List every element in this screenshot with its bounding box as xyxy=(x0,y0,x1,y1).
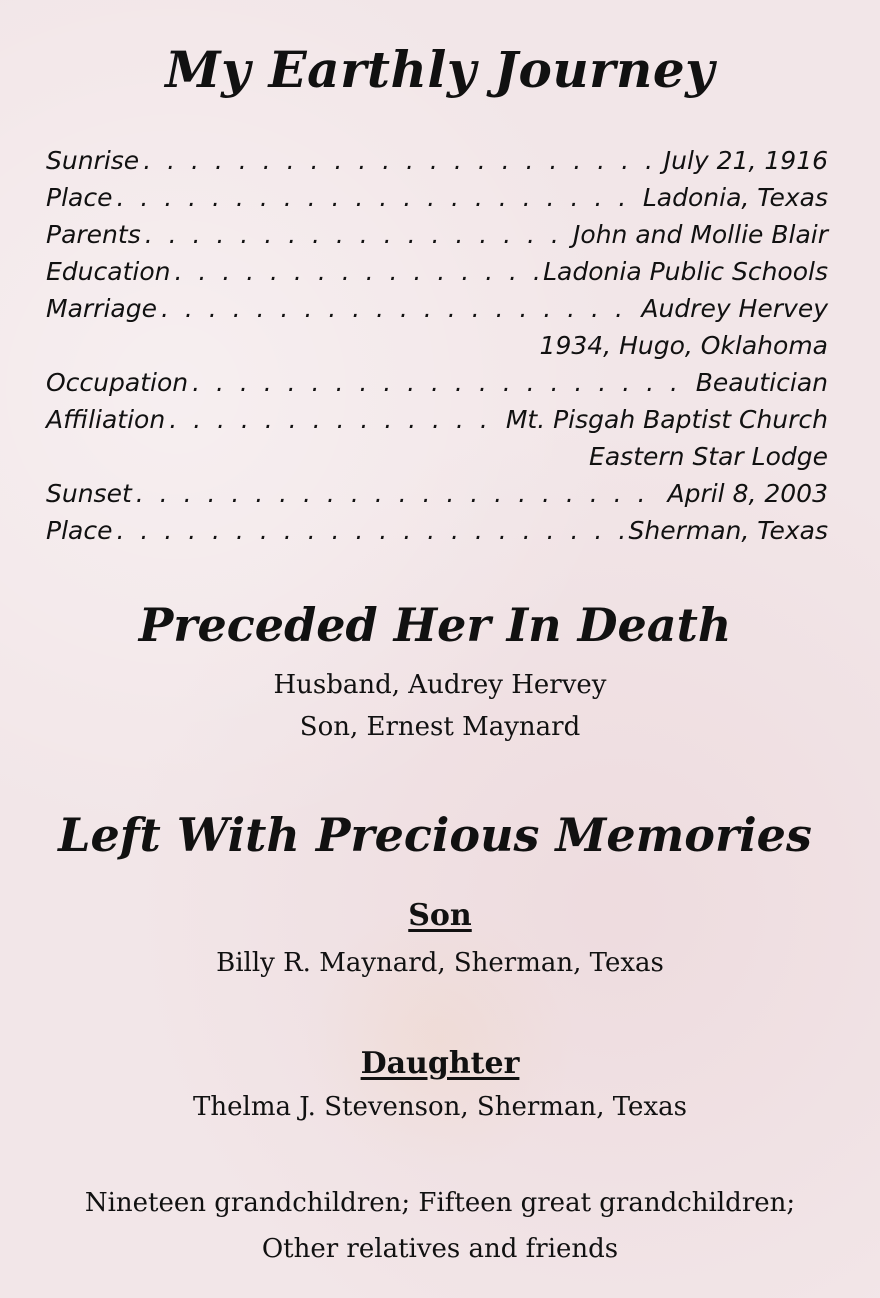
journey-value: Ladonia, Texas xyxy=(642,183,828,212)
grandchildren-line: Nineteen grandchildren; Fifteen great grandchildren; xyxy=(84,1188,796,1218)
journey-row-affiliation xyxy=(46,401,828,438)
journey-label: Affiliation xyxy=(46,405,166,434)
daughter-name: Thelma J. Stevenson, Sherman, Texas xyxy=(193,1092,687,1122)
dot-leader xyxy=(145,216,569,253)
dot-leader xyxy=(161,290,637,327)
journey-row-affiliation-detail xyxy=(46,438,828,475)
dot-leader xyxy=(174,253,539,290)
journey-label: Sunrise xyxy=(46,146,140,175)
journey-row-parents xyxy=(46,216,828,253)
preceded-title: Preceded Her In Death xyxy=(138,598,732,652)
journey-value: Mt. Pisgah Baptist Church xyxy=(505,405,828,434)
daughter-heading: Daughter xyxy=(360,1046,520,1081)
dot-leader xyxy=(169,401,502,438)
journey-value: John and Mollie Blair xyxy=(573,220,828,249)
son-name: Billy R. Maynard, Sherman, Texas xyxy=(216,948,664,978)
journey-value: Beautician xyxy=(695,368,828,397)
journey-label: Occupation xyxy=(46,368,189,397)
relatives-line: Other relatives and friends xyxy=(261,1234,619,1264)
journey-title: My Earthly Journey xyxy=(165,40,715,99)
preceded-name: Son, Ernest Maynard xyxy=(299,712,581,742)
dot-leader xyxy=(116,512,624,549)
dot-leader xyxy=(143,142,660,179)
preceded-name: Husband, Audrey Hervey xyxy=(273,670,607,700)
journey-value: Ladonia Public Schools xyxy=(543,257,828,286)
journey-row-sunset xyxy=(46,475,828,512)
son-heading: Son xyxy=(408,898,472,933)
memories-title: Left With Precious Memories xyxy=(58,808,812,862)
journey-value: 1934, Hugo, Oklahoma xyxy=(539,331,828,360)
journey-label: Education xyxy=(46,257,171,286)
journey-value: Eastern Star Lodge xyxy=(589,442,828,471)
journey-value: Audrey Hervey xyxy=(641,294,828,323)
journey-row-death-place xyxy=(46,512,828,549)
dot-leader xyxy=(192,364,692,401)
journey-label: Place xyxy=(46,183,113,212)
journey-label: Marriage xyxy=(46,294,157,323)
journey-value: July 21, 1916 xyxy=(663,146,828,175)
journey-value: Sherman, Texas xyxy=(628,516,828,545)
dot-leader xyxy=(116,179,638,216)
journey-row-sunrise xyxy=(46,142,828,179)
journey-row-occupation xyxy=(46,364,828,401)
journey-row-marriage-detail xyxy=(46,327,828,364)
journey-label: Parents xyxy=(46,220,141,249)
journey-row-education xyxy=(46,253,828,290)
journey-label: Place xyxy=(46,516,113,545)
journey-row-marriage xyxy=(46,290,828,327)
journey-value: April 8, 2003 xyxy=(667,479,828,508)
dot-leader xyxy=(136,475,664,512)
journey-label: Sunset xyxy=(46,479,132,508)
journey-list xyxy=(46,142,828,549)
journey-row-place xyxy=(46,179,828,216)
